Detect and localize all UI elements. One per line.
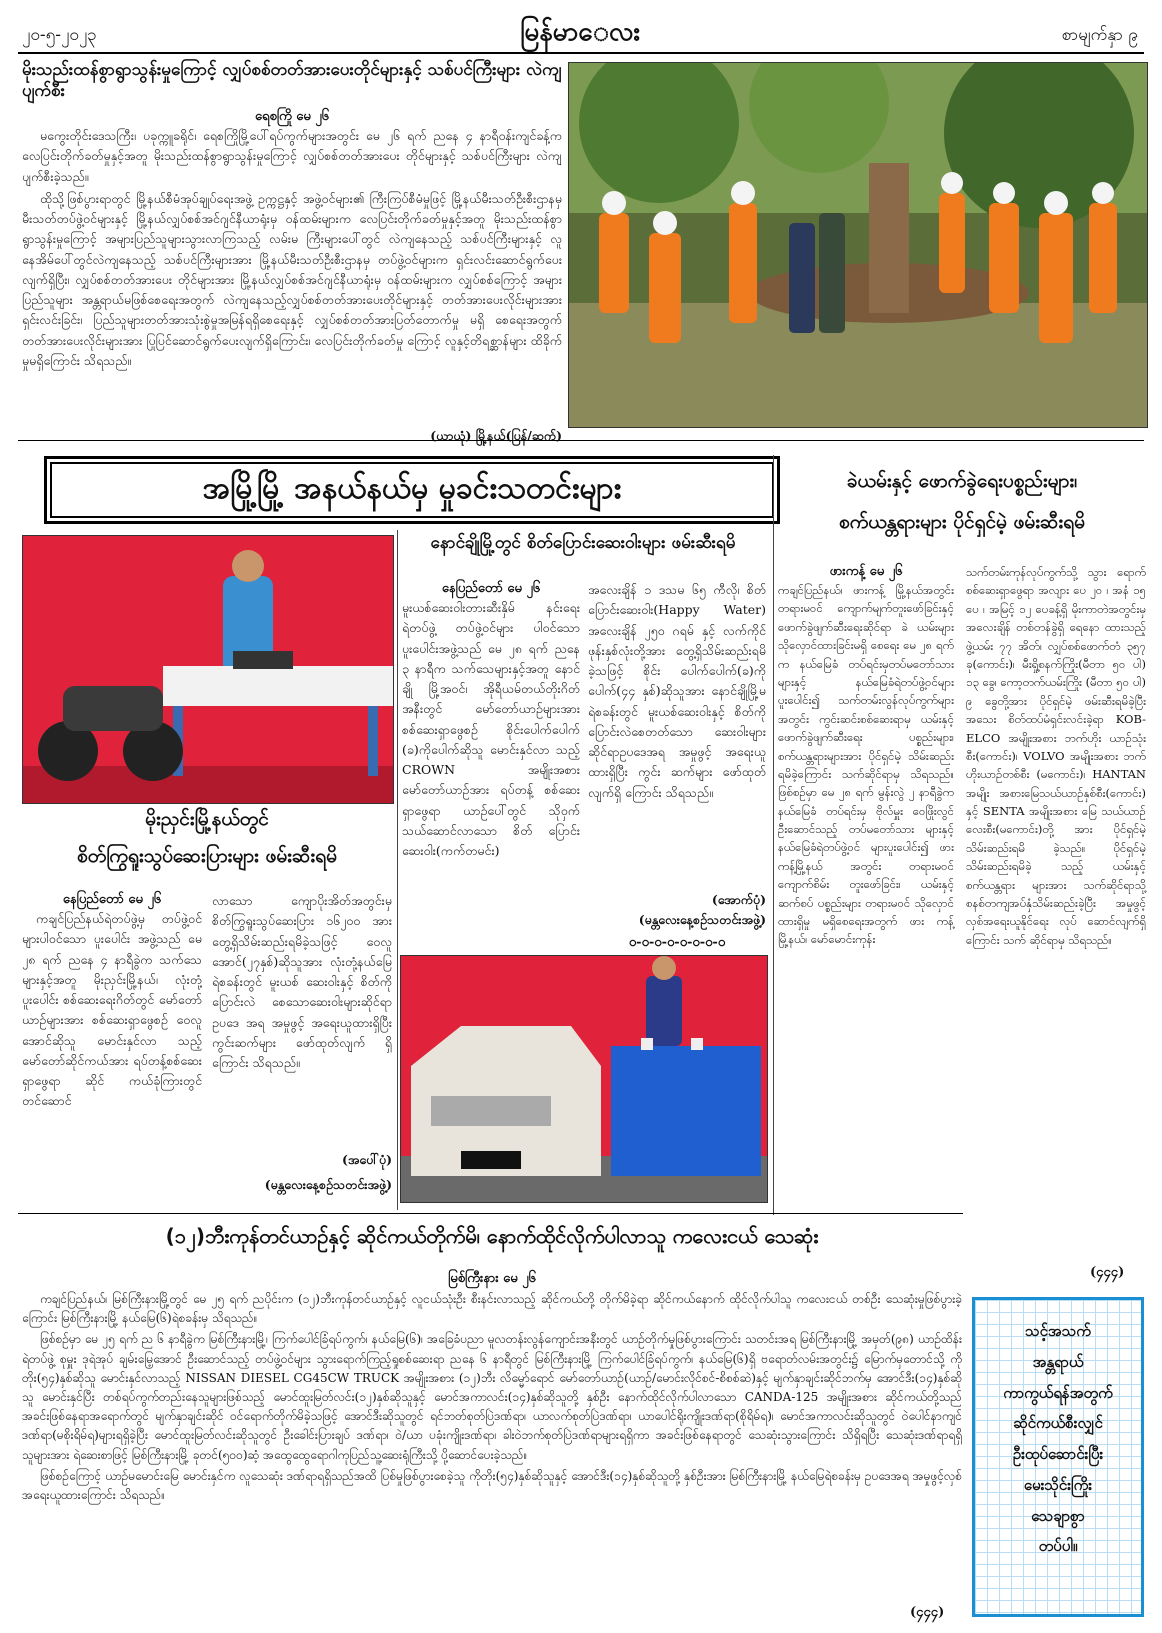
story5-headline: (၁၂)ဘီးကုန်တင်ယာဉ်နှင့် ဆိုင်ကယ်တိုက်မိ၊ နောက်ထိုင်လိုက်ပါလာသူ ကလေးငယ် သေဆုံး bbox=[165, 1224, 819, 1248]
story1-credit: (ယာယုံ) မြို့နယ်(ပြန်/ဆက်) bbox=[430, 428, 562, 443]
column-divider bbox=[397, 530, 398, 1210]
story2-credit-source: (မန္တလေးနေ့စဉ်သတင်းအဖွဲ့) bbox=[264, 1177, 392, 1192]
story3-headline: နောင်ချိုမြို့တွင် စိတ်ပြောင်းဆေးဝါးများ ဖမ်းဆီးရမိ bbox=[430, 533, 736, 553]
section-rule bbox=[18, 440, 1144, 441]
story1-dateline: ရေစကြို မေ ၂၆ bbox=[255, 109, 329, 124]
notice-line: ကာကွယ်ရန်အတွက် bbox=[1003, 1383, 1113, 1402]
story3-credit-photo: (အောက်ပုံ) bbox=[711, 892, 766, 907]
story2-col1: ကချင်ပြည်နယ်ရဲတပ်ဖွဲ့မှ တပ်ဖွဲ့ဝင်များပါဝင်သော ပူးပေါင်း အဖွဲ့သည် မေ ၂၈ ရက် ညနေ ၄ နာရီခွဲက သက်သေများနှင့်အတူ မိုးညှင်းမြို့နယ်၊ လုံးတုံ့ပူးပေါင်း စစ်ဆေးရေးဂိတ်တွင် မော်တော် ယာဉ်များအား စစ်ဆေးရှာဖွေစဉ် ဝေလူအောင်ဆိုသူ မောင်းနှင်လာ သည့် မော်တော်ဆိုင်ကယ်အား ရပ်တန့်စစ်ဆေးရှာဖွေရာ ဆိုင် ကယ်ခုံကြားတွင် တင်ဆောင် bbox=[22, 911, 202, 1109]
crime-news-banner: အမြို့မြို့ အနယ်နယ်မှ မှုခင်းသတင်းများ bbox=[44, 456, 780, 524]
story5-dateline: မြစ်ကြီးနား မေ ၂၆ bbox=[448, 1271, 536, 1286]
helmet-safety-notice bbox=[972, 1297, 1144, 1617]
story2-headline-line1: မိုးညှင်းမြို့နယ်တွင် bbox=[145, 808, 269, 830]
story4-endmark: (၄၄၄) bbox=[1090, 1265, 1125, 1280]
story4-headline-line2: စက်ယန္တရားများ ပိုင်ရှင်မဲ့ ဖမ်းဆီးရမိ bbox=[839, 511, 1085, 533]
notice-line: သေချာစွာ bbox=[1031, 1506, 1085, 1525]
masthead-rule bbox=[18, 52, 1144, 54]
arrest-photo-2 bbox=[400, 955, 768, 1203]
issue-date: ၂၀-၅-၂၀၂၃ bbox=[22, 25, 97, 45]
notice-line: ဆိုင်ကယ်စီးလျှင် bbox=[1013, 1414, 1103, 1433]
story5-paragraph: ကချင်ပြည်နယ်၊ မြစ်ကြီးနားမြို့တွင် မေ ၂၅ ရက် ညပိုင်းက (၁၂)ဘီးကုန်တင်ယာဉ်နှင့် လူငယ်သုံးဦး စီးနင်းလာသည့် ဆိုင်ကယ်တို့ တိုက်မိခဲ့ရာ ဆိုင်ကယ်နောက် ထိုင်လိုက်ပါသူ ကလေးငယ် တစ်ဦး သေဆုံးမှုဖြစ်ပွားခဲ့ကြောင်း မြစ်ကြီးနားမြို့ နယ်မြေ(၆)ရဲစခန်းမှ သိရသည်။ bbox=[22, 1292, 962, 1326]
story5-endmark: (၄၄၄) bbox=[910, 1605, 945, 1620]
story4-headline-line1: ခဲယမ်းနှင့် ဖောက်ခွဲရေးပစ္စည်းများ၊ bbox=[846, 470, 1078, 492]
story1-paragraph: ထိုသို့ဖြစ်ပွားရာတွင် မြို့နယ်စီမံအုပ်ချုပ်ရေးအဖွဲ့ ဥက္ကဋ္ဌနှင့် အဖွဲ့ဝင်များ၏ ကြီးကြပ်စီမံမှုဖြင့် မြို့နယ်မီးသတ်ဦးစီးဌာနမှ မီးသတ်တပ်ဖွဲ့ဝင်များနှင့် မြို့နယ်လျှပ်စစ်အင်ဂျင်နီယာရုံးမှ ဝန်ထမ်းများက လေပြင်းတိုက်ခတ်မှုနှင့်အတူ မိုးသည်းထန်စွာရွာသွန်းမှုကြောင့် အများပြည်သူများသွားလာကြသည့် လမ်းမ ကြီးများပေါ်တွင် လဲကျနေသည့် သစ်ပင်ကြီးများနှင့် လူနေအိမ်ပေါ်တွင်လဲကျနေသည့် သစ်ပင်ကြီးများအား မြို့နယ်မီးသတ်ဦးစီးဌာနမှ တပ်ဖွဲ့ဝင်များက ရှင်းလင်းဆောင်ရွက်ပေးလျက်ရှိပြီး၊ လျှပ်စစ်တတ်အားပေး တိုင်များအား မြို့နယ်လျှပ်စစ်အင်ဂျင်နီယာရုံးမှ ဝန်ထမ်းများက လျှပ်စစ်ကြောင့် အများပြည်သူများ အန္တရာယ်မဖြစ်စေရေးအတွက် လဲကျနေသည့်လျှပ်စစ်တတ်အားပေးတိုင်များနှင့် တတ်အားပေးလိုင်းများအား ရှင်းလင်းခြင်း၊ ပြည်သူများတတ်အားသုံးစွဲမှုအမြန်ရရှိစေရေးနှင့် လျှပ်စစ်တတ်အားပြတ်တောက်မှု မရှိ စေရေးအတွက် တတ်အားပေးလိုင်းများအား ပြုပြင်ဆောင်ရွက်ပေးလျက်ရှိကြောင်း၊ လေပြင်းတိုက်ခတ်မှု ကြောင့် လူနှင့်တိရစ္ဆာန်များ ထိခိုက်မှုမရှိကြောင်း သိရသည်။ bbox=[22, 190, 562, 368]
story1-body bbox=[22, 126, 562, 373]
story4-col1: ကချင်ပြည်နယ်၊ ဖားကန့် မြို့နယ်အတွင်း တရားမဝင် ကျောက်မျက်တူးဖော်ခြင်းနှင့် ဖောက်ခွဲဖျက်ဆီးရေးဆိုင်ရာ ခဲ ယမ်းများ သိုလှောင်ထားခြင်းမရှိ စေရေး မေ ၂၈ ရက်က နယ်မြေခံ တပ်ရင်းမှတပ်မတော်သားများနှင့် နယ်မြေခံရဲတပ်ဖွဲ့ဝင်များ ပူးပေါင်း၍ သက်တမ်းလွန်လုပ်ကွက်များ အတွင်း ကွင်းဆင်းစစ်ဆေးရာမှ ယမ်းနှင့် ဖောက်ခွဲဖျက်ဆီးရေး ပစ္စည်းများ၊ စက်ယန္တရားများအား ပိုင်ရှင်မဲ့ သိမ်းဆည်းရမိခဲ့ကြောင်း သက်ဆိုင်ရာမှ သိရသည်။ ဖြစ်စဉ်မှာ မေ ၂၈ ရက် မွန်းလွဲ ၂ နာရီခွဲက နယ်မြေခံ တပ်ရင်းမှ ဗိုလ်မှူး ဝေဖြိုးလွင် ဦးဆောင်သည့် တပ်မတော်သား များနှင့် နယ်မြေခံရဲတပ်ဖွဲ့ဝင် များပူးပေါင်း၍ ဖားကန့်မြို့နယ် အတွင်း တရားမဝင် ကျောက်စိမ်း တူးဖော်ခြင်း၊ ယမ်းနှင့် ဆက်စပ် ပစ္စည်းများ တရားမဝင် သိုလှောင် ထားရှိမှု မရှိစေရေးအတွက် ဖား ကန့်မြို့နယ်၊ မော်မောင်းကုန်း bbox=[778, 583, 954, 947]
arrest-photo-1 bbox=[22, 535, 394, 804]
story2-credit-photo: (အပေါ်ပုံ) bbox=[342, 1152, 392, 1167]
newspaper-logo: မြန်မာ‌‌ေလး bbox=[520, 17, 640, 47]
story2-col2: လာသော ကျောပိုးအိတ်အတွင်းမှ စိတ်ကြွရူးသွပ်ဆေးပြား ၁၆၂၀၀ အား တွေ့ရှိသိမ်းဆည်းရမိခဲ့သဖြင့် ဝေလူအောင်(၂၇နှစ်)ဆိုသူအား လုံးတုံ့နယ်မြေရဲစခန်းတွင် မူးယစ် ဆေးဝါးနှင့် စိတ်ကိုပြောင်းလဲ စေသောဆေးဝါးများဆိုင်ရာဥပဒေ အရ အမှုဖွင့် အရေးယူထားရှိပြီး ကွင်းဆက်များ ဖော်ထုတ်လျက် ရှိကြောင်း သိရသည်။ bbox=[212, 893, 392, 1070]
story4-col2: သက်တမ်းကုန်လုပ်ကွက်သို့ သွား ရောက်စစ်ဆေးရှာဖွေရာ အလျား ပေ ၂၀ ၊ အနံ ၁၅ ပေ ၊ အမြင့် ၁၂ ပေခန့်ရှိ မိုးကာတဲအတွင်းမှ အလေးချိန် တစ်တန်ခွဲရှိ ရေနော ထားသည့် ဖွဲ့ယမ်း ၇၇ အိတ်၊ လျှပ်စစ်ဖောက်တံ ၃၅၇ ခု(ကောင်း)၊ မီးရှို့စနက်ကြိုး(မီတာ ၅၀ ပါ) ၁၃ ခွေ၊ ကော့တက်ယမ်းကြိုး (မီတာ ၅၀ ပါ) ၉ ခွေတို့အား ပိုင်ရှင်မဲ့ ဖမ်းဆီးရမိခဲ့ပြီး အသေး စိတ်ထပ်မံရှင်းလင်းခဲ့ရာ KOB-ELCO အမျိုးအစား ဘက်ဟိုး ယာဉ်သုံးစီး(ကောင်း)၊ VOLVO အမျိုးအစား ဘက်ဟိုးယာဉ်တစ်စီး (မကောင်း)၊ HANTAN အမျိုး အစားမြေသယ်ယာဉ်နှစ်စီး(ကောင်း) နှင့် SENTA အမျိုးအစား မြေ သယ်ယာဉ်လေးစီး(မကောင်း)တို့ အား ပိုင်ရှင်မဲ့ သိမ်းဆည်းရမိ ခဲ့သည်။ ပိုင်ရှင်မဲ့ သိမ်းဆည်းရမိခဲ့ သည့် ယမ်းနှင့် စက်ယန္တရား များအား သက်ဆိုင်ရာသို့ စနစ်တကျအပ်နှံသိမ်းဆည်းခဲ့ပြီး အမှုဖွင့်လှစ်အရေးယူနိုင်ရေး လုပ် ဆောင်လျက်ရှိကြောင်း သက် ဆိုင်ရာမှ သိရသည်။ bbox=[966, 565, 1146, 947]
notice-line: သင့်အသက် bbox=[1025, 1322, 1091, 1340]
story1-paragraph: မကွေးတိုင်းဒေသကြီး၊ ပခုက္ကူခရိုင်၊ ရေစကြိုမြို့ပေါ်ရပ်ကွက်များအတွင်း မေ ၂၆ ရက် ညနေ ၄ နာရီဝန်းကျင်ခန့်က လေပြင်းတိုက်ခတ်မှုနှင့်အတူ မိုးသည်းထန်စွာရွာသွန်းမှုကြောင့် လျှပ်စစ်တတ်အားပေး တိုင်များနှင့် သစ်ပင်ကြီးများ လဲကျပျက်စီးခဲ့သည်။ bbox=[22, 128, 562, 184]
story2-headline-line2: စိတ်ကြွရူးသွပ်ဆေးပြားများ ဖမ်းဆီးရမိ bbox=[77, 845, 337, 867]
story-separator: ၀-၀-၀-၀-၀-၀-၀-၀ bbox=[628, 935, 726, 950]
column-divider bbox=[773, 455, 774, 1215]
notice-line: တပ်ပါ။ bbox=[1038, 1537, 1078, 1556]
story3-col1: မူးယစ်ဆေးဝါးတားဆီးနှိမ် နင်းရေးရဲတပ်ဖွဲ့ တပ်ဖွဲ့ဝင်များ ပါဝင်သော ပူးပေါင်းအဖွဲ့သည် မေ ၂၈ ရက် ညနေ ၃ နာရီက သက်သေများနှင့်အတူ နောင်ချို မြို့အဝင်၊ အိုရီယမ်တယ်တိုးဂိတ် အနီးတွင် မော်တော်ယာဉ်များအား စစ်ဆေးရှာဖွေစဉ် စိုင်းပေါက်ပေါက် (ခ)ကိုပေါက်ဆိုသူ မောင်းနှင်လာ သည့် CROWN အမျိုးအစား မော်တော်ယာဉ်အား ရပ်တန့် စစ်ဆေးရှာဖွေရာ ယာဉ်ပေါ်တွင် သိုဝှက်သယ်ဆောင်လာသော စိတ် ပြောင်းဆေးဝါး(ကက်တမင်း) bbox=[402, 600, 580, 858]
notice-line: မေးသိုင်းကြိုး bbox=[1023, 1475, 1093, 1494]
story5-paragraph: ဖြစ်စဉ်ကြောင့် ယာဉ်မမောင်းမြေ မောင်းနှင်က လူသေဆုံး ဒဏ်ရာရရှိသည်အထိ ပြစ်မှုဖြစ်ပွားစေခဲ့သူ ကိုတိုး(၅၄)နှစ်ဆိုသူနှင့် အောင်ဒီး(၁၄)နှစ်ဆိုသူတို့ နှစ်ဦးအား မြစ်ကြီးနားမြို့ နယ်မြေရဲစခန်းမှ ဥပဒေအရ အမှုဖွင့်လှစ်အရေးယူထားကြောင်း သိရသည်။ bbox=[22, 1468, 962, 1502]
section-rule bbox=[18, 1213, 963, 1214]
notice-line: ဦးထုပ်ဆောင်းပြီး bbox=[1012, 1445, 1104, 1463]
story4-dateline: ဖားကန့် မေ ၂၆ bbox=[829, 564, 903, 579]
story2-dateline: နေပြည်တော် မေ ၂၆ bbox=[62, 892, 162, 907]
story3-dateline: နေပြည်တော် မေ ၂၆ bbox=[441, 581, 541, 596]
story5-body bbox=[22, 1290, 962, 1507]
story5-paragraph: ဖြစ်စဉ်မှာ မေ ၂၅ ရက် ည ၆ နာရီခွဲက မြစ်ကြီးနားမြို့၊ ကြက်ပေါင်ခြံရပ်ကွက်၊ နယ်မြေ(၆)၊ အခြေခံပညာ မူလတန်းလွန်ကျောင်းအနီးတွင် ယာဉ်တိုက်မှုဖြစ်ပွားကြောင်း သတင်းအရ မြစ်ကြီးနားမြို့ အမှတ်(၉၈) ယာဉ်ထိန်းရဲတပ်ဖွဲ့ စုမှူး ဒုရဲအုပ် ချမ်းမြေ့အောင် ဦးဆောင်သည့် တပ်ဖွဲ့ဝင်များ သွားရောက်ကြည့်ရှုစစ်ဆေးရာ ညနေ ၆ နာရီတွင် မြစ်ကြီးနားမြို့ ကြက်ပေါင်ခြံရပ်ကွက်၊ နယ်မြေ(၆)ရှိ ဗရောတ်လမ်းအတွင်း၌ မြောက်မှတောင်သို့ ကိုတိုး(၅၄)နှစ်ဆိုသူ မောင်းနှင်လာသည့် NISSAN DIESEL CG45CW TRUCK အမျိုးအစား (၁၂)ဘီး လိမ္မော်ရောင် မော်တော်ယာဉ်(ယာဉ်/မောင်းလိုင်စင်-စိစစ်ဆဲ)နှင့် မျက်နှာချင်းဆိုင်ဘက်မှ အောင်ဒီး(၁၄)နှစ်ဆိုသူ မောင်းနှင်ပြီး တစ်ရပ်ကွက်တည်းနေသူများဖြစ်သည့် မောင်ထူးမြတ်လင်း(၁၂)နှစ်ဆိုသူနှင့် မောင်အကာလင်း(၁၄)နှစ်ဆိုသူတို့ နှစ်ဦး နောက်ထိုင်လိုက်ပါလာသော CANDA-125 အမျိုးအစား ဆိုင်ကယ်တို့သည် အခင်းဖြစ်နေရာအရောက်တွင် မျက်နှာချင်းဆိုင် ဝင်ရောက်တိုက်မိခဲ့သဖြင့် အောင်ဒီးဆိုသူတွင် ရင်ဘတ်စုတ်ပြဲဒဏ်ရာ၊ ယာလက်စုတ်ပြဲဒဏ်ရာ၊ ယာပေါင်ရိုးကျိုးဒဏ်ရာ(စိုရိမ်ရ)၊ မောင်အကာလင်းဆိုသူတွင် ဝဲပေါင်နာကျင်ဒဏ်ရာ(မစိုးရိမ်ရ)များရရှိခဲ့ပြီး မောင်ထူးမြတ်လင်းဆိုသူတွင် ဦးခေါင်းပြားချပ် ဒဏ်ရာ၊ ဝဲ/ယာ ပခုံးကျိုးဒဏ်ရာ၊ ခါးဝဲဘက်စုတ်ပြဲဒဏ်ရာများရရှိကာ အခင်းဖြစ်နေရာတွင် သေဆုံးသွားကြောင်း သိရှိရပြီး သေဆုံးဒဏ်ရာရရှိသူများအား ရဲဆေးစာဖြင့် မြစ်ကြီးနားမြို့ ခုတင်(၅၀၀)ဆံ့ အထွေထွေရောဂါကုပြည်သူ့ဆေးရုံကြီးသို့ ပို့ဆောင်ပေးခဲ့သည်။ bbox=[22, 1332, 962, 1462]
storm-cleanup-photo bbox=[568, 62, 1148, 428]
notice-line: အန္တရာယ် bbox=[1032, 1352, 1084, 1371]
page-number: စာမျက်နှာ ၉ bbox=[1061, 25, 1138, 45]
story3-credit-source: (မန္တလေးနေ့စဉ်သတင်းအဖွဲ့) bbox=[638, 912, 766, 927]
story3-col2: အလေးချိန် ၁ ဒသမ ၆၅ ကီလို၊ စိတ်ပြောင်းဆေးဝါး(Happy Water) အလေးချိန် ၂၅၀ ဂရမ် နှင့် လက်ကိုင်ဖုန်းနှစ်လုံးတို့အား တွေ့ရှိသိမ်းဆည်းရမိခဲ့သဖြင့် စိုင်း ပေါက်ပေါက်(ခ)ကိုပေါက်(၄၄ နှစ်)ဆိုသူအား နောင်ချိုမြို့မ ရဲစခန်းတွင် မူးယစ်ဆေးဝါးနှင့် စိတ်ကိုပြောင်းလဲစေတတ်သော ဆေးဝါးများဆိုင်ရာဥပဒေအရ အမှုဖွင့် အရေးယူထားရှိပြီး ကွင်း ဆက်များ ဖော်ထုတ်လျက်ရှိ ကြောင်း သိရသည်။ bbox=[588, 582, 766, 800]
story1-headline: မိုးသည်းထန်စွာရွာသွန်းမှုကြောင့် လျှပ်စစ်တတ်အားပေးတိုင်များနှင့် သစ်ပင်ကြီးများ လဲကျပျက်စီး bbox=[22, 60, 562, 102]
